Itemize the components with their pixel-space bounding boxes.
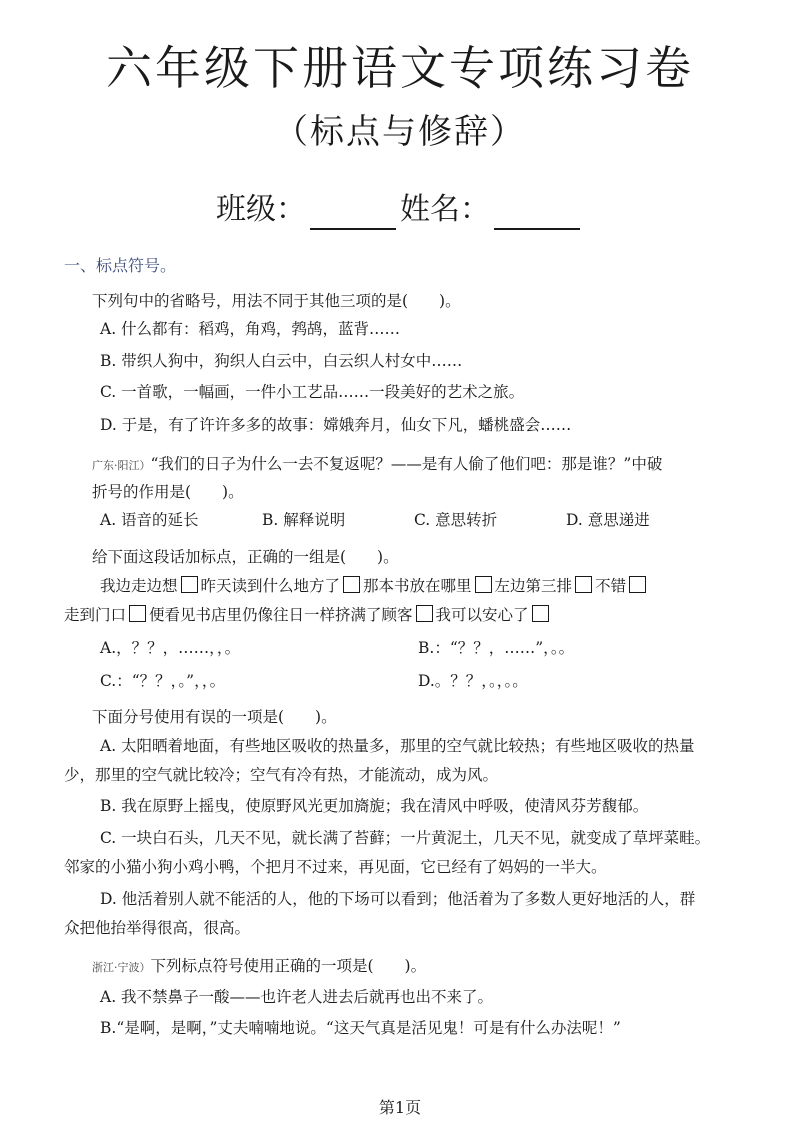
q3-phrase-4: 左边第三排 [494,577,573,595]
q4-option-d-line1: D. 他活着别人就不能活的人，他的下场可以看到；他活着为了多数人更好地活的人，群 [100,890,696,908]
q5-source: 浙江·宁波） [92,961,151,974]
page-subtitle: （标点与修辞） [274,112,526,152]
class-label: 班级： [216,192,306,227]
punctuation-box[interactable] [532,605,549,622]
q2-stem: “我们的日子为什么一去不复返呢？——是有人偷了他们吧：那是谁？”中破 [150,455,663,473]
punctuation-box[interactable] [475,576,492,593]
q4-option-d-line2: 众把他抬举得很高，很高。 [64,919,251,937]
q5-stem: 下列标点符号使用正确的一项是( )。 [150,957,427,975]
q1-stem: 下列句中的省略号，用法不同于其他三项的是( )。 [92,292,461,310]
q3-phrase-8: 我可以安心了 [435,606,529,624]
name-blank[interactable] [494,200,580,230]
q4-option-c-line2: 邻家的小猫小狗小鸡小鸭，个把月不过来，再见面，它已经有了妈妈的一半大。 [64,858,607,876]
q4-option-a-line2: 少，那里的空气就比较冷；空气有冷有热，才能流动，成为风。 [64,766,499,784]
q4-stem: 下面分号使用有误的一项是( )。 [92,708,337,726]
q5-option-a: A. 我不禁鼻子一酸——也许老人进去后就再也出不来了。 [100,988,494,1006]
q3-option-d: D.。？？，。，。。 [418,672,528,690]
class-name-line [0,190,800,230]
q4-option-b: B. 我在原野上摇曳，使原野风光更加旖旎；我在清风中呼吸，使清风芬芳馥郁。 [100,797,649,815]
q2-option-c: C. 意思转折 [414,511,498,529]
class-blank[interactable] [310,200,396,230]
q3-phrase-6: 走到门口 [64,606,127,624]
q3-stem: 给下面这段话加标点，正确的一组是( )。 [92,548,399,566]
name-label: 姓名： [400,192,490,227]
q3-phrase-1: 我边走边想 [100,577,178,595]
q3-phrase-7: 便看见书店里仍像往日一样挤满了顾客 [149,606,413,624]
q3-phrase-3: 那本书放在哪里 [363,577,472,595]
q5-stem-line [92,955,426,979]
q3-passage-line2 [64,604,552,626]
q3-passage-line1 [100,575,649,597]
q1-option-b: B. 带织人狗中，狗织人白云中，白云织人村女中…… [100,352,463,370]
punctuation-box[interactable] [343,576,360,593]
q1-option-c: C. 一首歌，一幅画，一件小工艺品……一段美好的艺术之旅。 [100,383,525,401]
q3-option-c: C.：“？？，。”，，。 [100,672,226,690]
q2-stem-line2: 折号的作用是( )。 [92,483,244,501]
q2-stem-line1 [92,453,662,477]
q1-option-a: A. 什么都有：稻鸡，角鸡，鹁鸪，蓝背…… [100,320,401,338]
punctuation-box[interactable] [181,576,198,593]
q1-option-d: D. 于是，有了许许多多的故事：嫦娥奔月，仙女下凡，蟠桃盛会…… [100,416,572,434]
q2-source: 广东·阳江） [92,459,151,472]
q4-option-a-line1: A. 太阳晒着地面，有些地区吸收的热量多，那里的空气就比较热；有些地区吸收的热量 [100,737,695,755]
punctuation-box[interactable] [575,576,592,593]
q2-option-d: D. 意思递进 [566,511,650,529]
page-title: 六年级下册语文专项练习卷 [106,41,694,95]
q3-phrase-2: 昨天读到什么地方了 [200,577,341,595]
q5-option-b: B.“是啊，是啊，”丈夫喃喃地说。“这天气真是活见鬼！可是有什么办法呢！” [100,1019,621,1037]
q3-phrase-5: 不错 [595,577,627,595]
q2-option-b: B. 解释说明 [262,511,346,529]
page-number: 第1页 [378,1098,422,1117]
q4-option-c-line1: C. 一块白石头，几天不见，就长满了苔藓；一片黄泥土，几天不见，就变成了草坪菜畦。 [100,829,711,847]
punctuation-box[interactable] [416,605,433,622]
q2-option-a: A. 语音的延长 [100,511,199,529]
q3-option-a: A.，？？，……，，。 [100,639,241,657]
q3-option-b: B.：“？？，……”，。。 [418,639,575,657]
punctuation-box[interactable] [629,576,646,593]
punctuation-box[interactable] [129,605,146,622]
section-heading: 一、标点符号。 [64,256,177,275]
